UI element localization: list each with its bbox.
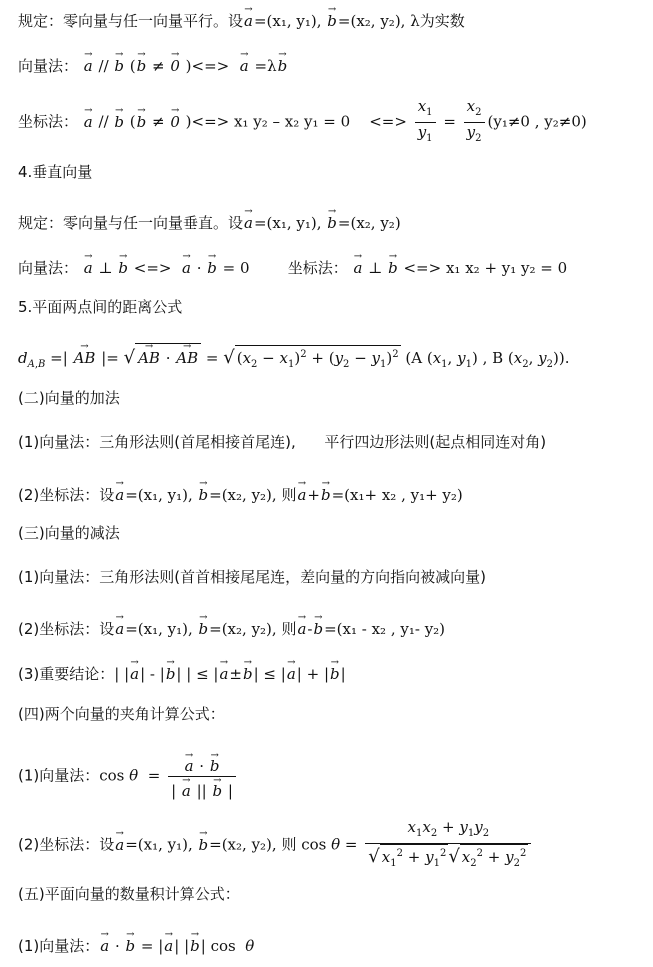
distance-formula: $d_{A,B}$ =| → AB |= √→ AB · → AB = √ $(x_2 - x_1)^2 + (y_2 - y_1)^2$ (A ($x_1$, $y_1$) , B ($x_2$, $y_2$)). bbox=[18, 343, 570, 375]
important-conclusion: (3)重要结论：| |→ a| - |→ b| | ≤ |→ a±→ b| ≤ |→ a| + |→ b| bbox=[18, 659, 346, 684]
heading-distance: 5.平面两点间的距离公式 bbox=[18, 298, 183, 316]
dot-product-vector-method: (1)向量法：→ a · → b = |→ a| |→ b| cos θ bbox=[18, 931, 254, 956]
definition-perpendicular: 规定：零向量与任一向量垂直。设→ a=(x₁, y₁), → b=(x₂, y₂) bbox=[18, 208, 401, 233]
heading-addition: (二)向量的加法 bbox=[18, 389, 120, 407]
perpendicular-methods: 向量法： → a ⊥ → b <=> → a · → b = 0 坐标法： → a ⊥ → b <=> x₁ x₂ + y₁ y₂ = 0 bbox=[18, 253, 567, 278]
heading-angle: (四)两个向量的夹角计算公式： bbox=[18, 705, 225, 723]
parallel-vector-method: 向量法： → a // → b (→ b ≠ → 0 )<=> → a =λ→ b bbox=[18, 51, 288, 76]
angle-vector-method: (1)向量法：cos θ = → $\frac{a \cdot \to b}{| \to a || \to b |}$ bbox=[18, 752, 239, 801]
parallel-coordinate-method: 坐标法： → a // → b (→ b ≠ → 0 )<=> x₁ y₂ – x₂ y₁ = 0 <=> $\frac{x_1}{y_1}$ = $\frac{x_2}{y_2}$ (y₁≠0 , y₂≠0) bbox=[18, 97, 587, 148]
addition-coordinate-method: (2)坐标法：设→ a=(x₁, y₁), → b=(x₂, y₂), 则→ a+→ b=(x₁+ x₂ , y₁+ y₂) bbox=[18, 480, 463, 505]
subtraction-vector-method: (1)向量法：三角形法则(首首相接尾尾连，差向量的方向指向被减向量) bbox=[18, 568, 486, 586]
heading-dot-product: (五)平面向量的数量积计算公式： bbox=[18, 885, 240, 903]
heading-subtraction: (三)向量的减法 bbox=[18, 524, 120, 542]
heading-perpendicular: 4.垂直向量 bbox=[18, 163, 93, 181]
addition-vector-method: (1)向量法：三角形法则(首尾相接首尾连), 平行四边形法则(起点相同连对角) bbox=[18, 433, 547, 451]
subtraction-coordinate-method: (2)坐标法：设→ a=(x₁, y₁), → b=(x₂, y₂), 则→ a-→ b=(x₁ - x₂ , y₁- y₂) bbox=[18, 614, 445, 639]
definition-parallel: 规定：零向量与任一向量平行。设→ a=(x₁, y₁), → b=(x₂, y₂), λ为实数 bbox=[18, 6, 465, 31]
angle-coordinate-method: (2)坐标法：设→ a=(x₁, y₁), → b=(x₂, y₂), 则 cos θ = $\frac{x_1x_2 + y_1y_2}{√ x_1^2 + y_1^2 √ x_2^2 + y_2^2}$ bbox=[18, 818, 534, 873]
